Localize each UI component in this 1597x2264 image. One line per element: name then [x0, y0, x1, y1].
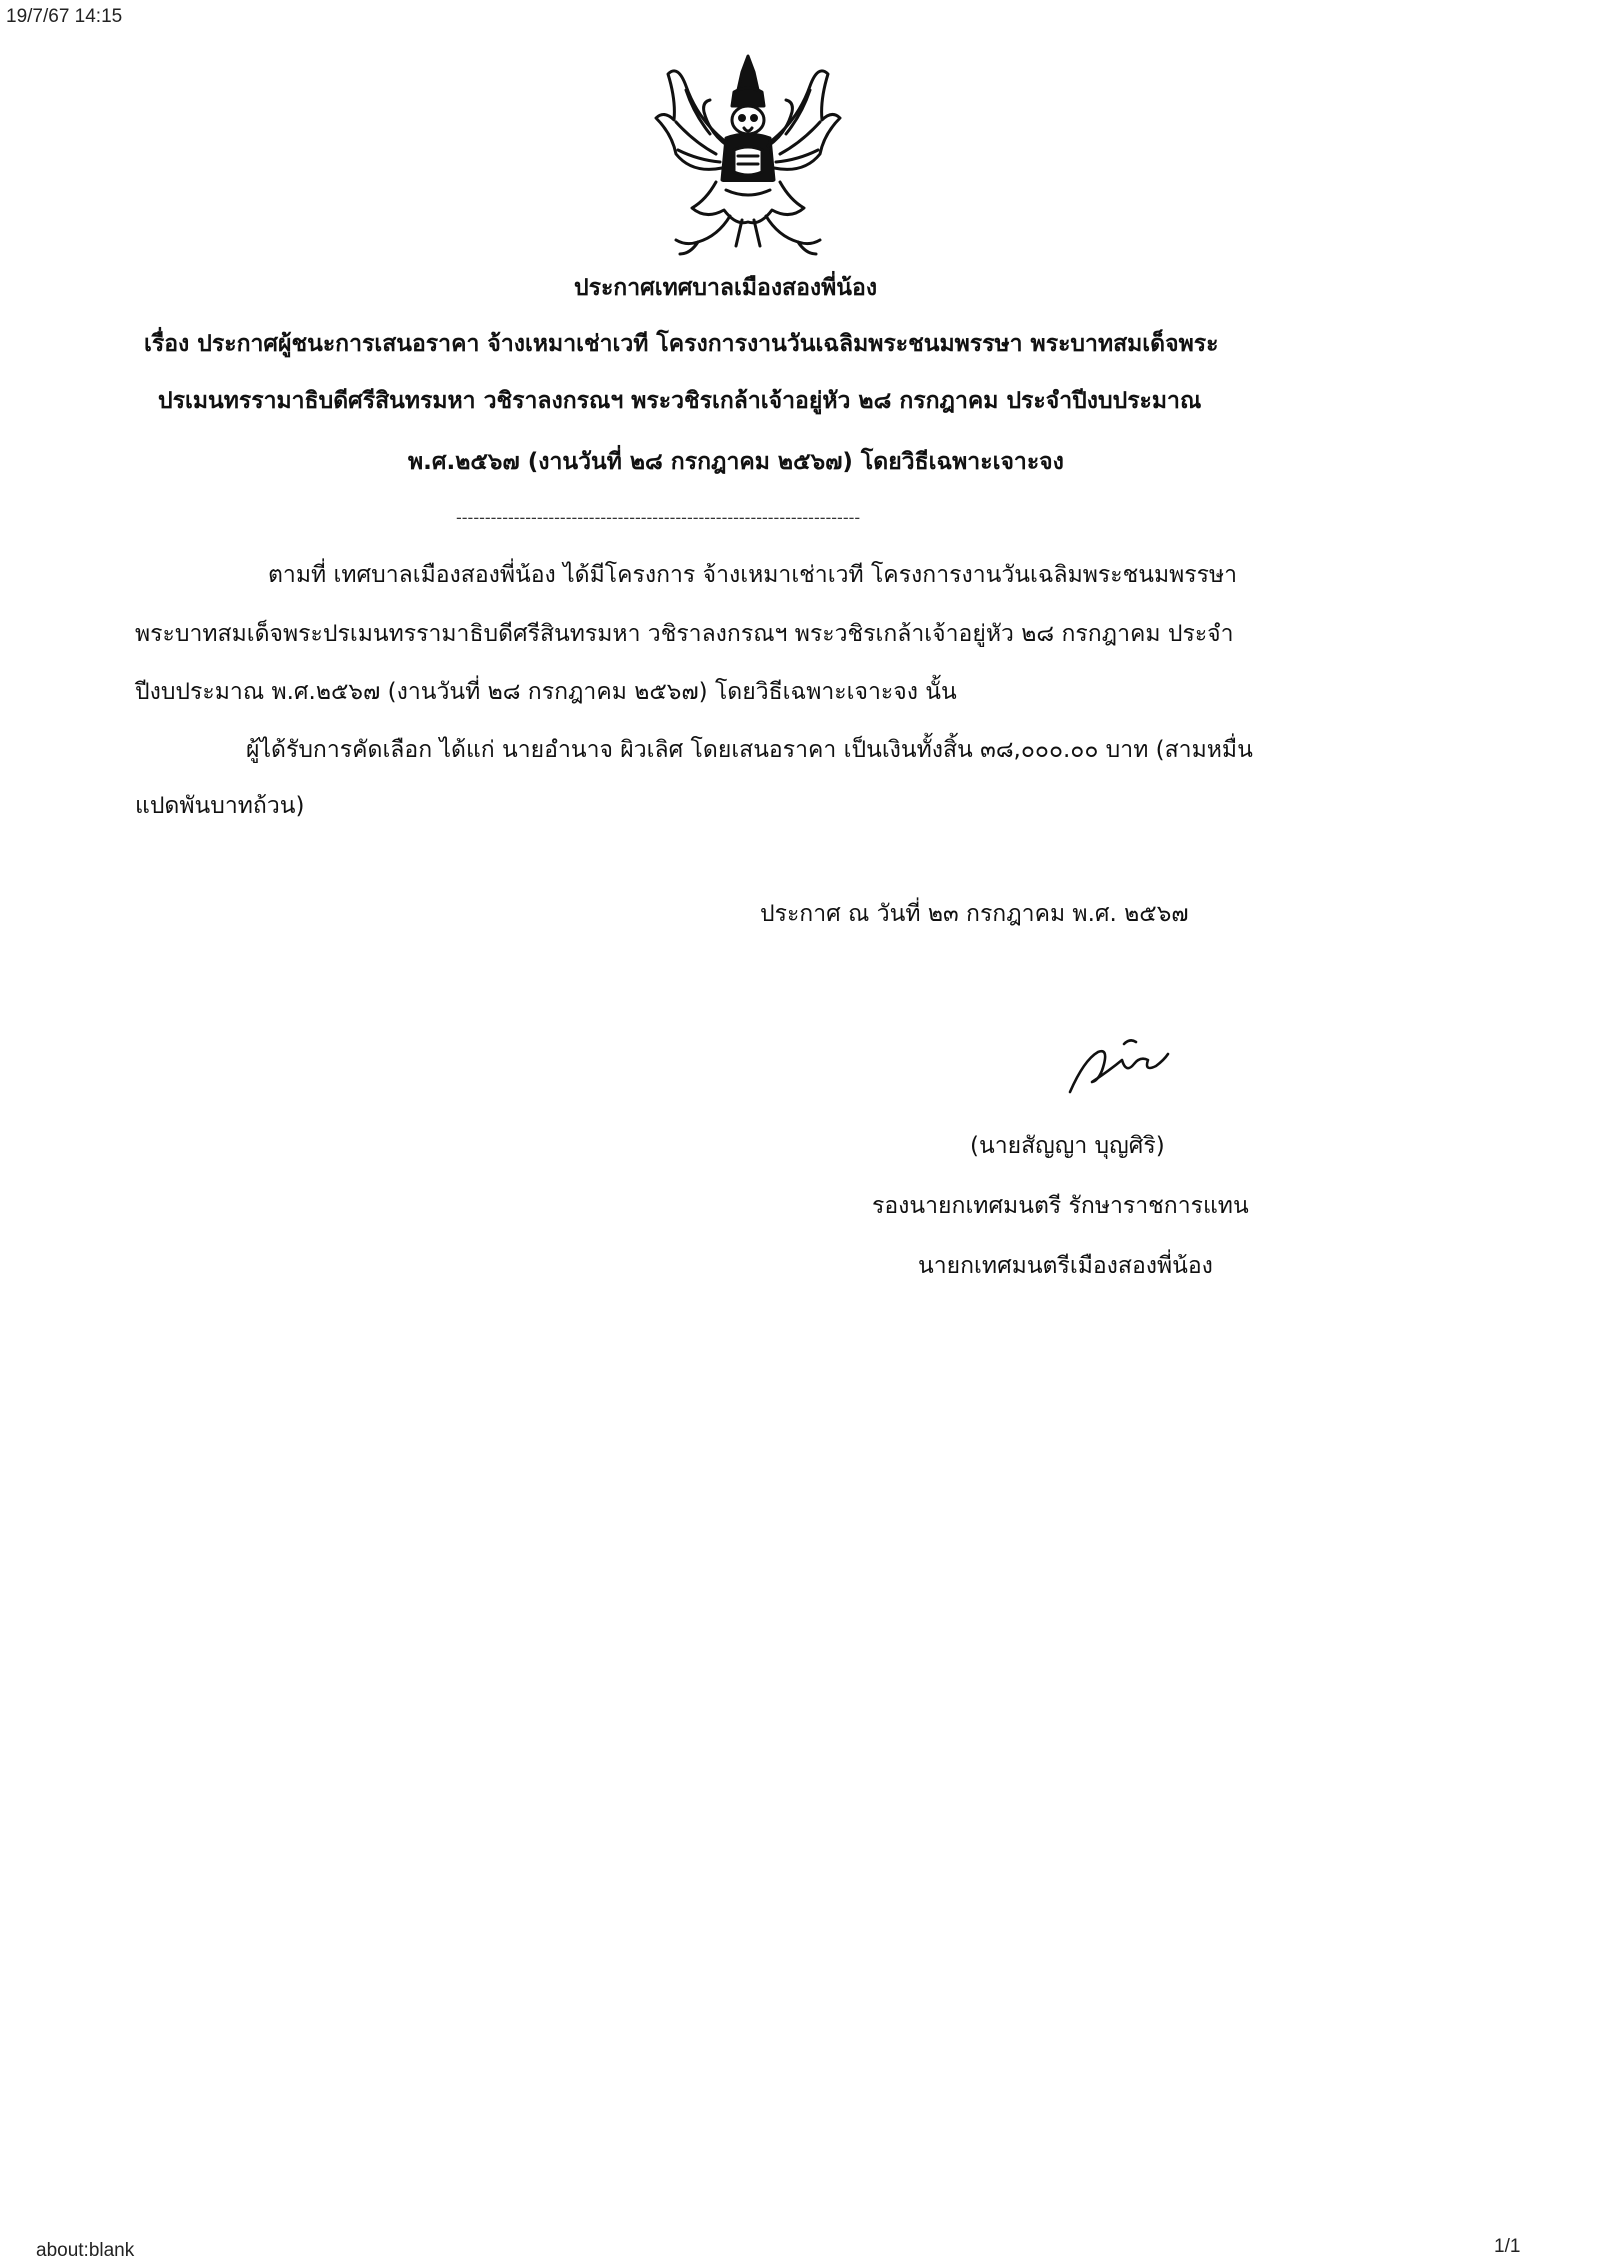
signer-title: รองนายกเทศมนตรี รักษาราชการแทน [872, 1193, 1249, 1219]
body-line: ตามที่ เทศบาลเมืองสองพี่น้อง ได้มีโครงการ จ้างเหมาเช่าเวที โครงการงานวันเฉลิมพระชนมพรรษา [268, 562, 1238, 588]
garuda-emblem-icon [646, 50, 850, 260]
subject-line: พ.ศ.๒๕๖๗ (งานวันที่ ๒๘ กรกฎาคม ๒๕๖๗) โดยวิธีเฉพาะเจาะจง [408, 449, 1064, 475]
print-url: about:blank [36, 2240, 135, 2261]
signer-name: (นายสัญญา บุญศิริ) [970, 1133, 1165, 1159]
body-line: แปดพันบาทถ้วน) [135, 793, 305, 819]
section-divider: ---------------------------------------------------------------------- [456, 508, 861, 527]
subject-line: เรื่อง ประกาศผู้ชนะการเสนอราคา จ้างเหมาเช่าเวที โครงการงานวันเฉลิมพระชนมพรรษา พระบาทสมเด็จพระ [144, 331, 1219, 357]
handwritten-signature-icon [1064, 1030, 1174, 1100]
body-line: ผู้ได้รับการคัดเลือก ได้แก่ นายอำนาจ ผิวเลิศ โดยเสนอราคา เป็นเงินทั้งสิ้น ๓๘,๐๐๐.๐๐ บาท (สามหมื่น [246, 737, 1253, 763]
announcement-date: ประกาศ ณ วันที่ ๒๓ กรกฎาคม พ.ศ. ๒๕๖๗ [760, 901, 1189, 927]
print-page-count: 1/1 [1494, 2236, 1521, 2257]
print-timestamp: 19/7/67 14:15 [6, 6, 123, 27]
body-line: ปีงบประมาณ พ.ศ.๒๕๖๗ (งานวันที่ ๒๘ กรกฎาคม ๒๕๖๗) โดยวิธีเฉพาะเจาะจง นั้น [135, 679, 957, 705]
announcement-heading: ประกาศเทศบาลเมืองสองพี่น้อง [574, 275, 878, 301]
body-line: พระบาทสมเด็จพระปรเมนทรรามาธิบดีศรีสินทรมหา วชิราลงกรณฯ พระวชิรเกล้าเจ้าอยู่หัว ๒๘ กรกฎาคม ประจำ [135, 621, 1234, 647]
signer-title: นายกเทศมนตรีเมืองสองพี่น้อง [918, 1253, 1213, 1279]
subject-line: ปรเมนทรรามาธิบดีศรีสินทรมหา วชิราลงกรณฯ พระวชิรเกล้าเจ้าอยู่หัว ๒๘ กรกฎาคม ประจำปีงบประมาณ [158, 388, 1202, 414]
